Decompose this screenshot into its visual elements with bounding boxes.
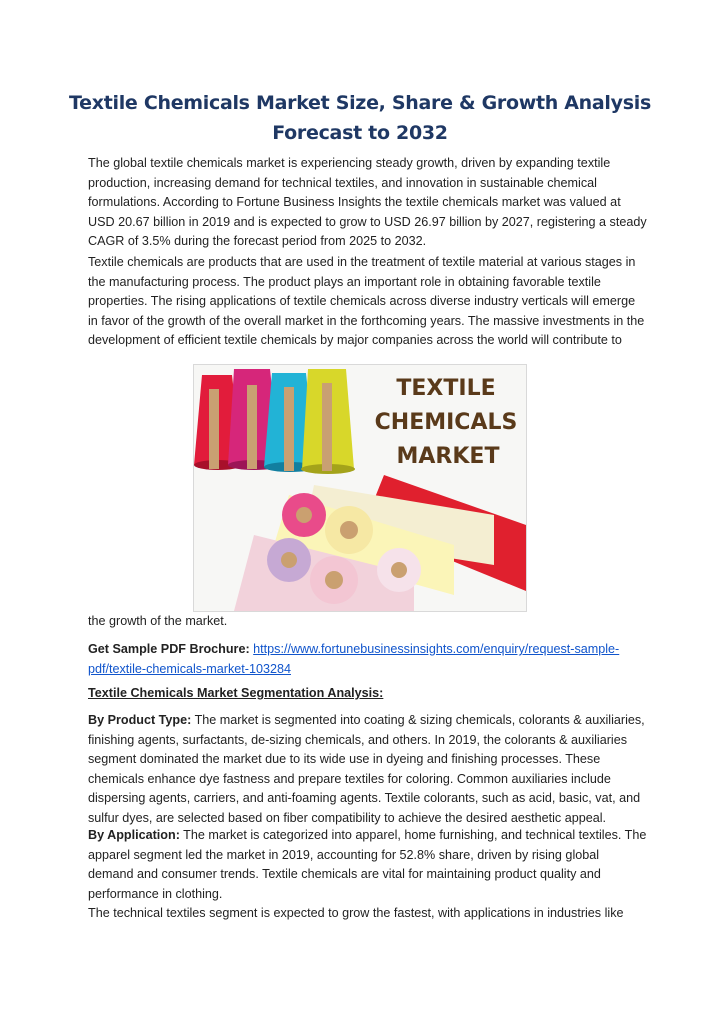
- product-type-label: By Product Type:: [88, 713, 192, 727]
- textile-chemicals-image: [193, 364, 527, 612]
- brochure-label: Get Sample PDF Brochure:: [88, 642, 250, 656]
- application-text: The market is categorized into apparel, home furnishing, and technical textiles. The apparel segment led the market in 2019, accounting for 52.8% share, driven by rising global demand and consumer trends. Textile chemicals are vital for maintaining product quality and performance in clothing.: [88, 828, 647, 901]
- title-line-1: Textile Chemicals Market Size, Share & Growth Analysis: [69, 92, 651, 114]
- figure-text-line-1: TEXTILE: [396, 376, 496, 401]
- product-type-text: The market is segmented into coating & sizing chemicals, colorants & auxiliaries, finishing agents, surfactants, de-sizing chemicals, and others. In 2019, the colorants & auxiliaries segment dominated the market due to its wide use in dyeing and finishing processes. These chemicals enhance dye fastness and prepare textiles for coloring. Common auxiliaries include dispersing agents, carriers, and anti-foaming agents. Textile colorants, such as acid, basic, vat, and sulfur dyes, are selected based on fiber compatibility to achieve the desired aesthetic appeal.: [88, 713, 645, 825]
- brochure-line: [88, 640, 648, 679]
- product-type-paragraph: [88, 711, 648, 828]
- application-text-2: The technical textiles segment is expected to grow the fastest, with applications in industries like: [88, 906, 624, 920]
- segmentation-heading-text: Textile Chemicals Market Segmentation Analysis:: [88, 686, 384, 700]
- figure-text-line-3: MARKET: [396, 444, 500, 469]
- title-line-2: Forecast to 2032: [272, 122, 448, 144]
- yarn-cones: [194, 369, 355, 474]
- segmentation-heading: [88, 684, 648, 704]
- application-label: By Application:: [88, 828, 180, 842]
- definition-paragraph-end: the growth of the market.: [88, 614, 228, 628]
- figure-text-line-2: CHEMICALS: [374, 410, 518, 435]
- intro-paragraph: The global textile chemicals market is experiencing steady growth, driven by expanding textile production, increasing demand for technical textiles, and innovation in sustainable chemical formulations. According to Fortune Business Insights the textile chemicals market was valued at USD 20.67 billion in 2019 and is expected to grow to USD 26.97 billion by 2027, registering a steady CAGR of 3.5% during the forecast period from 2025 to 2032.: [88, 156, 647, 248]
- brochure-link[interactable]: https://www.fortunebusinessinsights.com/enquiry/request-sample-pdf/textile-chemicals-market-103284: [88, 642, 620, 676]
- definition-paragraph: Textile chemicals are products that are used in the treatment of textile material at various stages in the manufacturing process. The product plays an important role in obtaining favorable textile properties. The rising applications of textile chemicals across diverse industry verticals will emerge in favor of the growth of the overall market in the forthcoming years. The massive investments in the development of efficient textile chemicals by major companies across the world will contribute to: [88, 255, 645, 347]
- application-paragraph: [88, 826, 648, 924]
- page-title: [60, 88, 660, 148]
- textile-rolls-illustration: [194, 365, 526, 611]
